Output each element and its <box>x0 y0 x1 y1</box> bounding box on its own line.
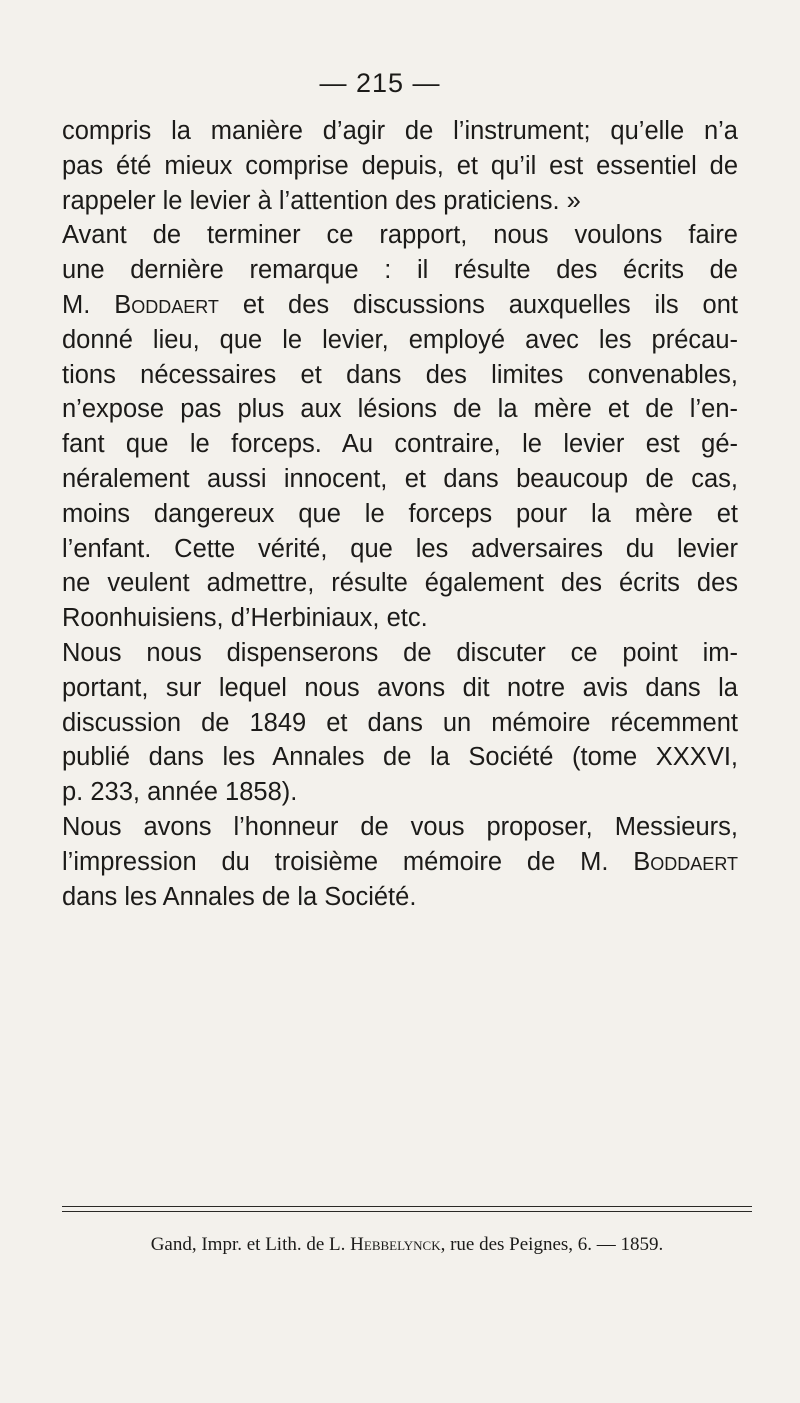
author-name: Boddaert <box>114 290 219 319</box>
text-line: pas été mieux comprise depuis, et qu’il est essentiel de <box>62 151 738 180</box>
text-line <box>62 288 738 323</box>
colophon-prefix: Gand, Impr. et Lith. de L. <box>150 1234 351 1255</box>
printer-colophon <box>62 1234 752 1256</box>
text-line: Nous avons l’honneur de vous proposer, Messieurs, <box>62 812 738 841</box>
colophon-printer-name: Hebbelynck <box>350 1234 441 1255</box>
page-number: — 215 — <box>319 68 441 98</box>
text-line: compris la manière d’agir de l’instrument; qu’elle n’a <box>62 117 738 145</box>
text-line: n’expose pas plus aux lésions de la mère et de l’en- <box>62 395 738 424</box>
text-segment: M. <box>62 290 115 319</box>
text-line: discussion de 1849 et dans un mémoire récemment <box>62 708 738 737</box>
text-line: tions nécessaires et dans des limites convenables, <box>62 360 738 389</box>
text-line: l’enfant. Cette vérité, que les adversaires du levier <box>62 534 738 563</box>
text-segment: l’impression du troisième mémoire de M. <box>62 847 634 876</box>
text-line: une dernière remarque : il résulte des écrits de <box>62 256 738 285</box>
text-line: Nous nous dispenserons de discuter ce point im- <box>62 638 738 667</box>
text-line: ne veulent admettre, résulte également des écrits des <box>62 569 738 598</box>
text-line: portant, sur lequel nous avons dit notre avis dans la <box>62 673 738 702</box>
text-line: rappeler le levier à l’attention des praticiens. » <box>62 186 581 215</box>
text-segment: et des discussions auxquelles ils ont <box>218 290 738 319</box>
text-line: néralement aussi innocent, et dans beaucoup de cas, <box>62 464 738 493</box>
text-line <box>62 845 738 880</box>
body-text <box>62 114 738 914</box>
text-line: publié dans les Annales de la Société (tome XXXVI, <box>62 743 738 772</box>
text-line: Avant de terminer ce rapport, nous voulons faire <box>62 221 738 250</box>
text-line: fant que le forceps. Au contraire, le levier est gé- <box>62 430 738 459</box>
text-line: p. 233, année 1858). <box>62 778 298 807</box>
text-line: Roonhuisiens, d’Herbiniaux, etc. <box>62 604 428 633</box>
footer-rule-thin <box>62 1211 752 1212</box>
text-line: donné lieu, que le levier, employé avec les précau- <box>62 325 738 354</box>
colophon-suffix: , rue des Peignes, 6. — 1859. <box>440 1234 664 1255</box>
text-line: moins dangereux que le forceps pour la mère et <box>62 499 738 528</box>
text-line: dans les Annales de la Société. <box>62 882 417 911</box>
footer-rule <box>62 1206 752 1207</box>
author-name: Boddaert <box>633 847 738 876</box>
